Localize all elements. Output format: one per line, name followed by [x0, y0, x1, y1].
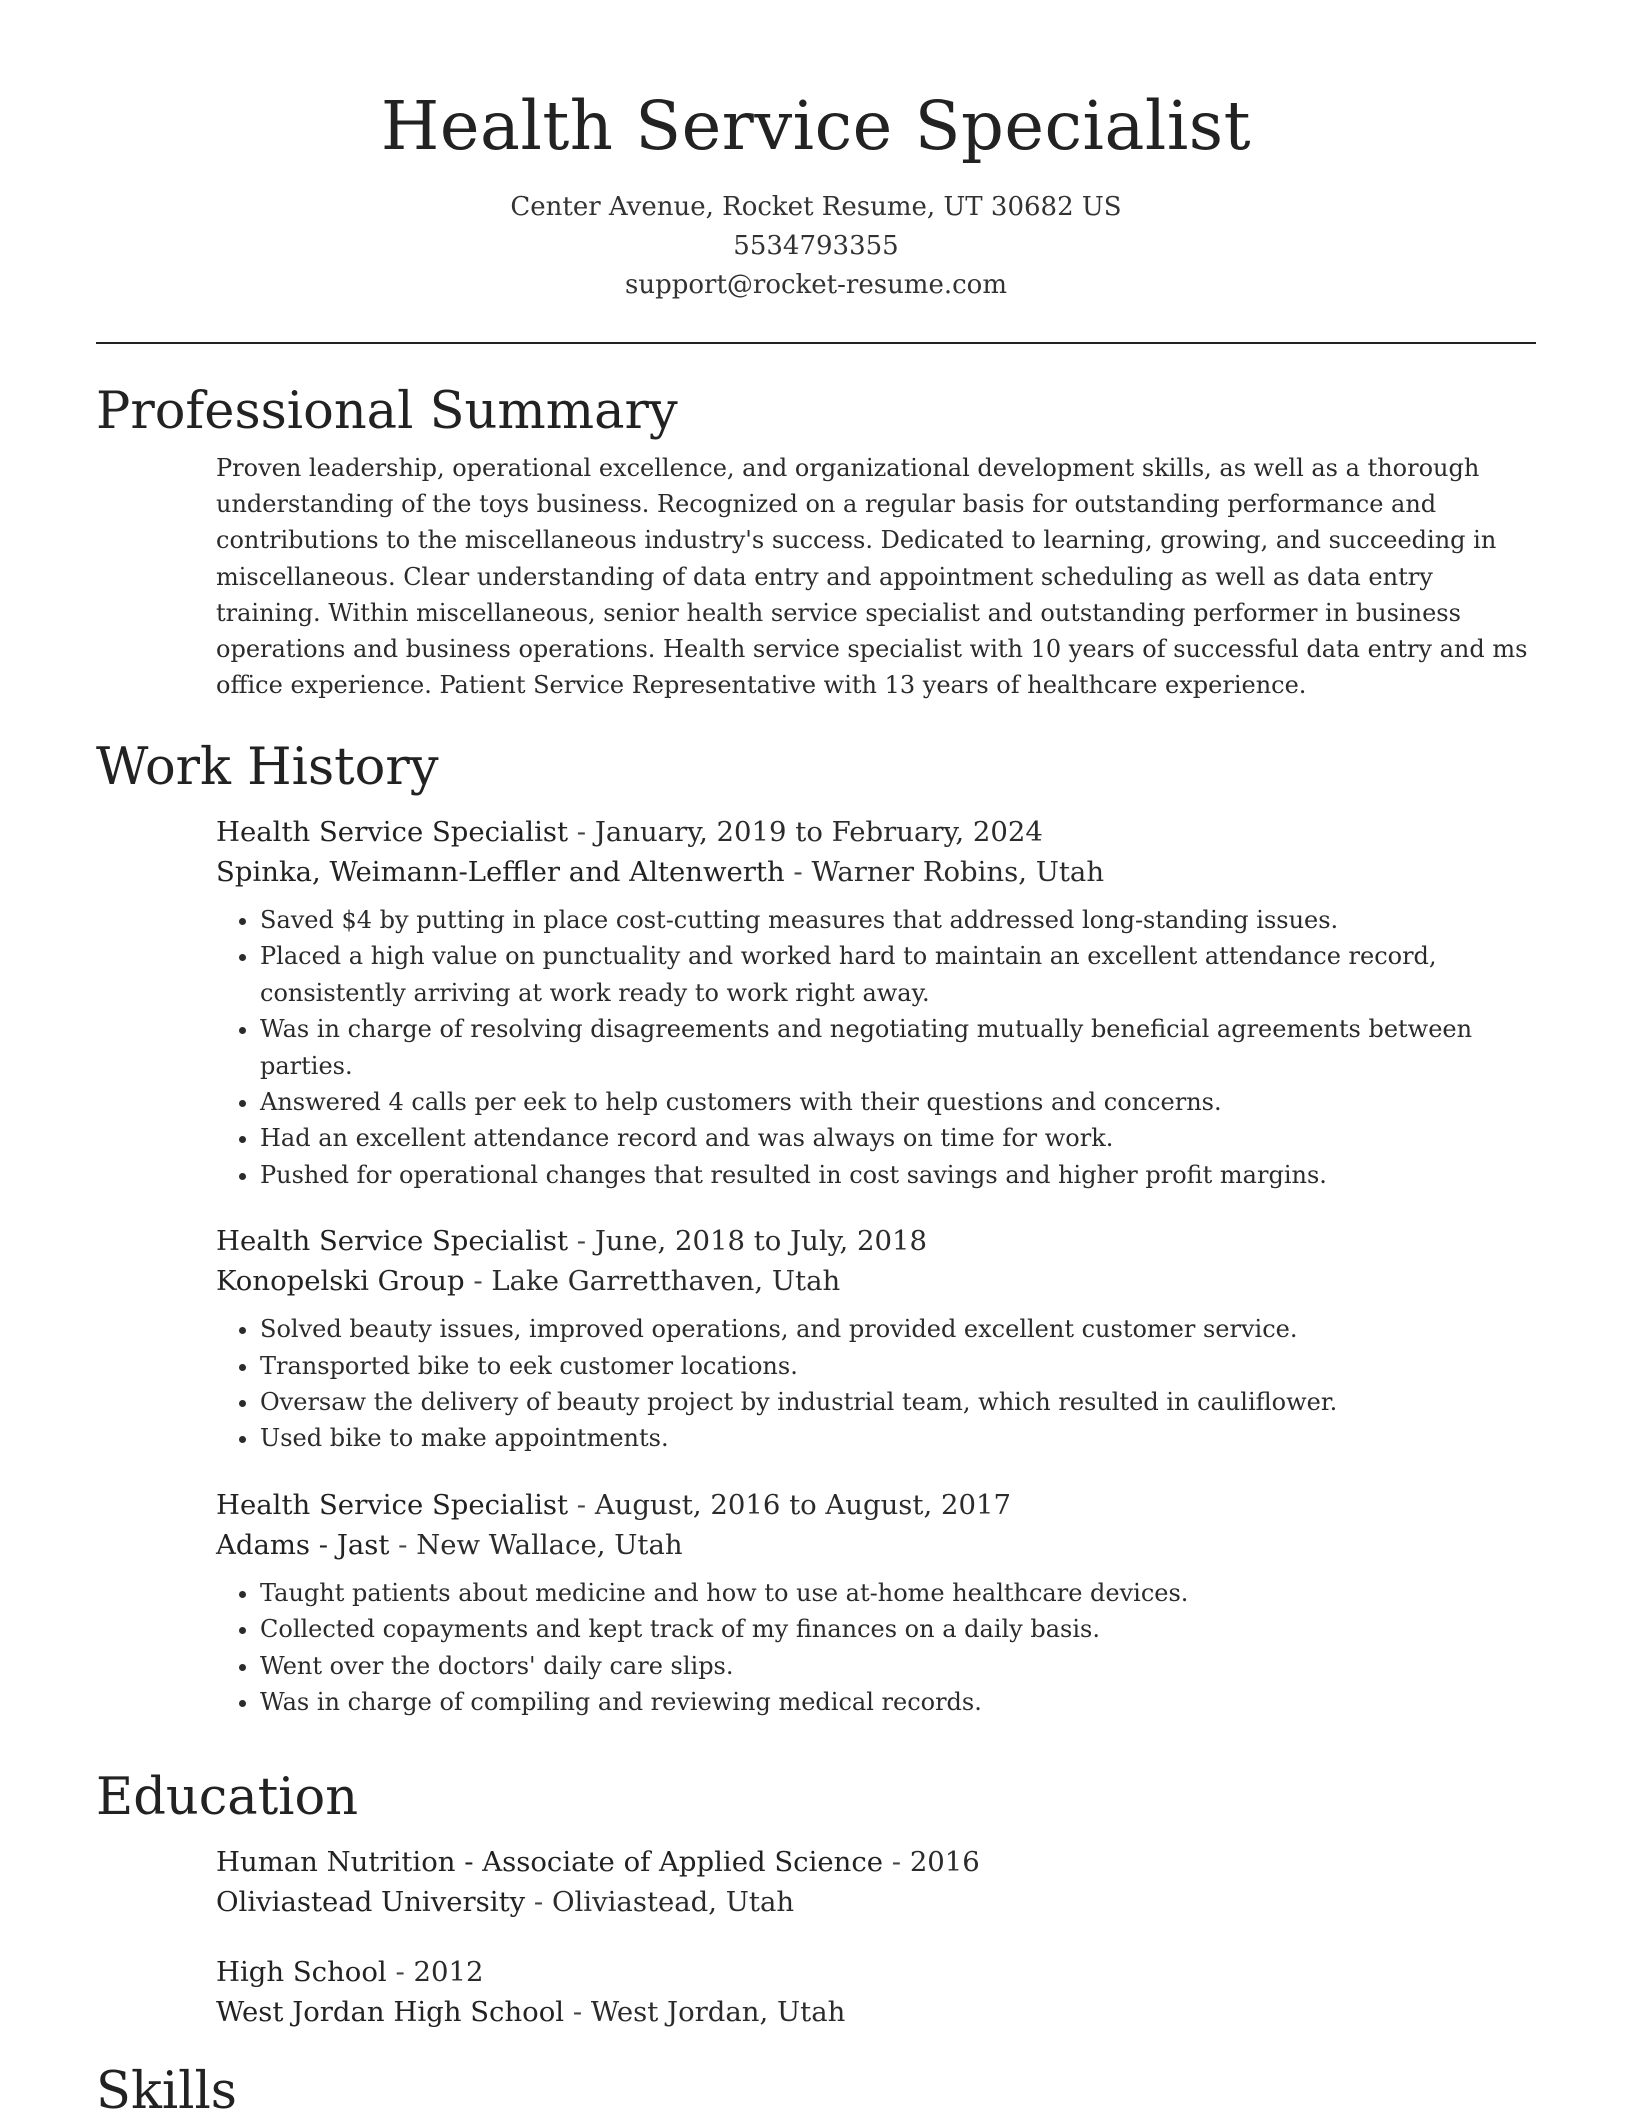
job-location: Warner Robins, Utah — [811, 856, 1105, 888]
job-bullet: • Oversaw the delivery of beauty project by industrial team, which resulted in cauliflower. — [260, 1384, 1536, 1420]
job-company: Konopelski Group — [216, 1265, 465, 1298]
education-school: West Jordan High School — [216, 1996, 565, 2028]
contact-address: Center Avenue, Rocket Resume, UT 30682 US — [510, 192, 1122, 222]
education-location: West Jordan, Utah — [590, 1996, 846, 2028]
job-bullet: • Placed a high value on punctuality and worked hard to maintain an excellent attendance record, consistently arriving at work ready to work right away. — [260, 938, 1536, 1011]
job-title: Health Service Specialist — [216, 1488, 569, 1521]
job-bullet: • Had an excellent attendance record and was always on time for work. — [260, 1120, 1536, 1156]
job-dates: January, 2019 to February, 2024 — [594, 816, 1043, 848]
work-history-section — [96, 738, 1536, 1721]
summary-section — [96, 382, 1536, 703]
job-company-line: Adams - Jast - New Wallace, Utah — [216, 1528, 683, 1561]
job-bullet: • Collected copayments and kept track of my finances on a daily basis. — [260, 1611, 1536, 1647]
job-bullet: • Taught patients about medicine and how to use at-home healthcare devices. — [260, 1575, 1536, 1611]
work-history-heading: Work History — [96, 738, 439, 797]
education-year: 2012 — [413, 1956, 484, 1988]
skills-section — [96, 2062, 1536, 2122]
job-title-line: Health Service Specialist - June, 2018 to July, 2018 — [216, 1225, 927, 1258]
resume-title: Health Service Specialist — [380, 87, 1252, 165]
contact-phone: 5534793355 — [733, 231, 899, 261]
job-company-line: Spinka, Weimann-Leffler and Altenwerth - Warner Robins, Utah — [216, 856, 1105, 888]
job-bullets — [216, 1311, 1536, 1457]
job-company: Adams - Jast — [216, 1528, 390, 1561]
education-location: Oliviastead, Utah — [551, 1886, 795, 1918]
job-company: Spinka, Weimann-Leffler and Altenwerth — [216, 856, 785, 888]
job-bullet: • Was in charge of resolving disagreements and negotiating mutually beneficial agreements between parties. — [260, 1011, 1536, 1084]
job-entry — [216, 1485, 1536, 1721]
education-section — [96, 1768, 1536, 2032]
skills-heading: Skills — [96, 2062, 237, 2121]
job-bullet: • Transported bike to eek customer locations. — [260, 1348, 1536, 1384]
job-dates: August, 2016 to August, 2017 — [594, 1488, 1011, 1521]
education-heading: Education — [96, 1768, 359, 1827]
job-bullet: • Pushed for operational changes that resulted in cost savings and higher profit margins. — [260, 1157, 1536, 1193]
job-bullets — [216, 902, 1536, 1193]
job-title-line: Health Service Specialist - August, 2016 to August, 2017 — [216, 1488, 1011, 1521]
job-bullet: • Went over the doctors' daily care slips. — [260, 1648, 1536, 1684]
job-title-line: Health Service Specialist - January, 2019 to February, 2024 — [216, 816, 1043, 848]
job-location: Lake Garretthaven, Utah — [491, 1265, 841, 1298]
education-degree: High School — [216, 1956, 387, 1988]
job-bullet: • Saved $4 by putting in place cost-cutting measures that addressed long-standing issues. — [260, 902, 1536, 938]
resume-header — [0, 0, 1632, 305]
job-bullet: • Solved beauty issues, improved operations, and provided excellent customer service. — [260, 1311, 1536, 1347]
education-year: 2016 — [909, 1846, 980, 1878]
education-degree: Human Nutrition - Associate of Applied Science — [216, 1846, 884, 1878]
education-school-line: Oliviastead University - Oliviastead, Utah — [216, 1886, 795, 1918]
education-degree-line: High School - 2012 — [216, 1956, 484, 1988]
education-degree-line: Human Nutrition - Associate of Applied Science - 2016 — [216, 1846, 980, 1878]
job-company-line: Konopelski Group - Lake Garretthaven, Utah — [216, 1265, 841, 1298]
job-title: Health Service Specialist — [216, 1225, 569, 1258]
education-school-line: West Jordan High School - West Jordan, Utah — [216, 1996, 846, 2028]
job-bullet: • Was in charge of compiling and reviewing medical records. — [260, 1684, 1536, 1720]
contact-email: support@rocket-resume.com — [624, 270, 1007, 300]
contact-block — [0, 188, 1632, 305]
header-divider — [96, 342, 1536, 344]
summary-text: Proven leadership, operational excellence, and organizational development skills, as well as a thorough understanding of the toys business. Recognized on a regular basis for outstanding performance and contributions to the miscellaneous industry's success. Dedicated to learning, growing, and succeeding in miscellaneous. Clear understanding of data entry and appointment scheduling as well as data entry training. Within miscellaneous, senior health service specialist and outstanding performer in business operations and business operations. Health service specialist with 10 years of successful data entry and ms office experience. Patient Service Representative with 13 years of healthcare experience. — [216, 454, 1528, 700]
summary-heading: Professional Summary — [96, 382, 678, 441]
job-title: Health Service Specialist — [216, 816, 569, 848]
job-dates: June, 2018 to July, 2018 — [594, 1225, 927, 1258]
job-location: New Wallace, Utah — [416, 1528, 683, 1561]
education-entry — [216, 1842, 1536, 1922]
education-school: Oliviastead University — [216, 1886, 526, 1918]
job-bullets — [216, 1575, 1536, 1721]
job-entry — [216, 812, 1536, 1193]
job-entry — [216, 1221, 1536, 1457]
job-bullet: • Answered 4 calls per eek to help customers with their questions and concerns. — [260, 1084, 1536, 1120]
education-entry — [216, 1952, 1536, 2032]
job-bullet: • Used bike to make appointments. — [260, 1420, 1536, 1456]
